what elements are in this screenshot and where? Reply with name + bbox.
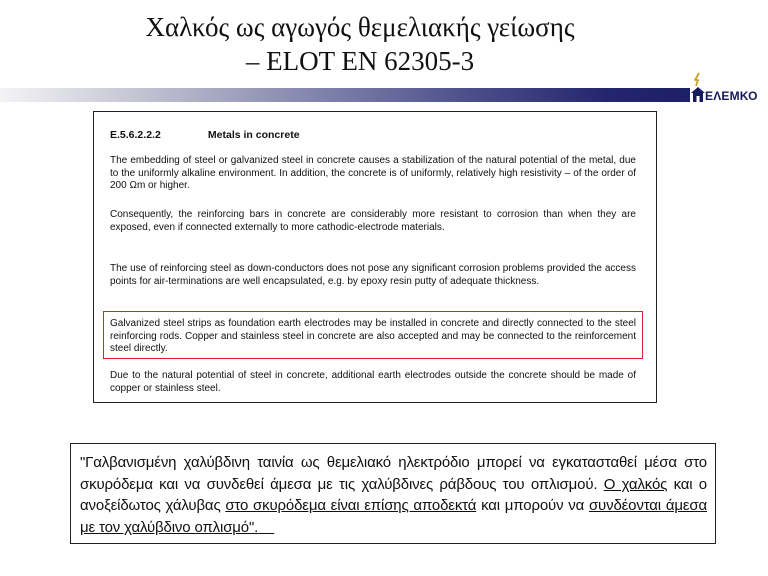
section-title: Metals in concrete (207, 129, 300, 141)
translation-text: και μπορούν να (476, 497, 589, 514)
translation-underlined: συνδέονται άμεσα με τον χαλύβδινο οπλισμό". (80, 497, 707, 536)
greek-translation-box (70, 443, 716, 544)
paragraph: Consequently, the reinforcing bars in concrete are considerably more resistant to corrosion than when they are exposed, even if connected externally to more cathodic-electrode materials. (110, 209, 636, 233)
translation-trailing-underline (258, 519, 274, 536)
standard-excerpt (93, 111, 657, 403)
translation-underlined: στο σκυρόδεμα είναι επίσης αποδεκτά (225, 497, 477, 514)
paragraph: The embedding of steel or galvanized steel in concrete causes a stabilization of the natural potential of the metal, due to the uniformly alkaline environment. In addition, the concrete is of uniformly, relatively high resistivity – of the order of 200 Ωm or higher. (110, 155, 636, 192)
translation-text: και ο ανοξείδωτος χάλυβας (80, 475, 707, 514)
company-logo (690, 72, 768, 106)
translation-underlined: Ο χαλκός (603, 475, 668, 493)
slide-title-line-2: – ELOT EN 62305-3 (245, 46, 475, 76)
paragraph: The use of reinforcing steel as down-conductors does not pose any significant corrosion problems provided the access points for air-terminations are well encapsulated, e.g. by epoxy resin putty of adequate thickness. (110, 263, 636, 287)
highlighted-paragraph: Galvanized steel strips as foundation earth electrodes may be installed in concrete and directly connected to the steel reinforcing rods. Copper and stainless steel in concrete are also accepted and may be connected to the reinforcement steel directly. (110, 318, 636, 355)
section-heading (110, 129, 300, 141)
paragraph: Due to the natural potential of steel in concrete, additional earth electrodes outside the concrete should be made of copper or stainless steel. (110, 370, 636, 394)
section-number: E.5.6.2.2.2 (110, 129, 161, 141)
header-gradient-bar (0, 88, 690, 102)
slide-title-line-1: Χαλκός ως αγωγός θεμελιακής γείωσης (145, 12, 575, 42)
translation-text: "Γαλβανισμένη χαλύβδινη ταινία ως θεμελιακό ηλεκτρόδιο μπορεί να εγκατασταθεί μέσα στο σκυρόδεμα και να συνδεθεί άμεσα με τις χαλύβδινες ράβδους του οπλισμού. (80, 454, 707, 493)
slide-title (100, 10, 620, 78)
lightning-house-icon (690, 72, 706, 104)
logo-text: ΕΛΕΜΚΟ (705, 89, 758, 103)
